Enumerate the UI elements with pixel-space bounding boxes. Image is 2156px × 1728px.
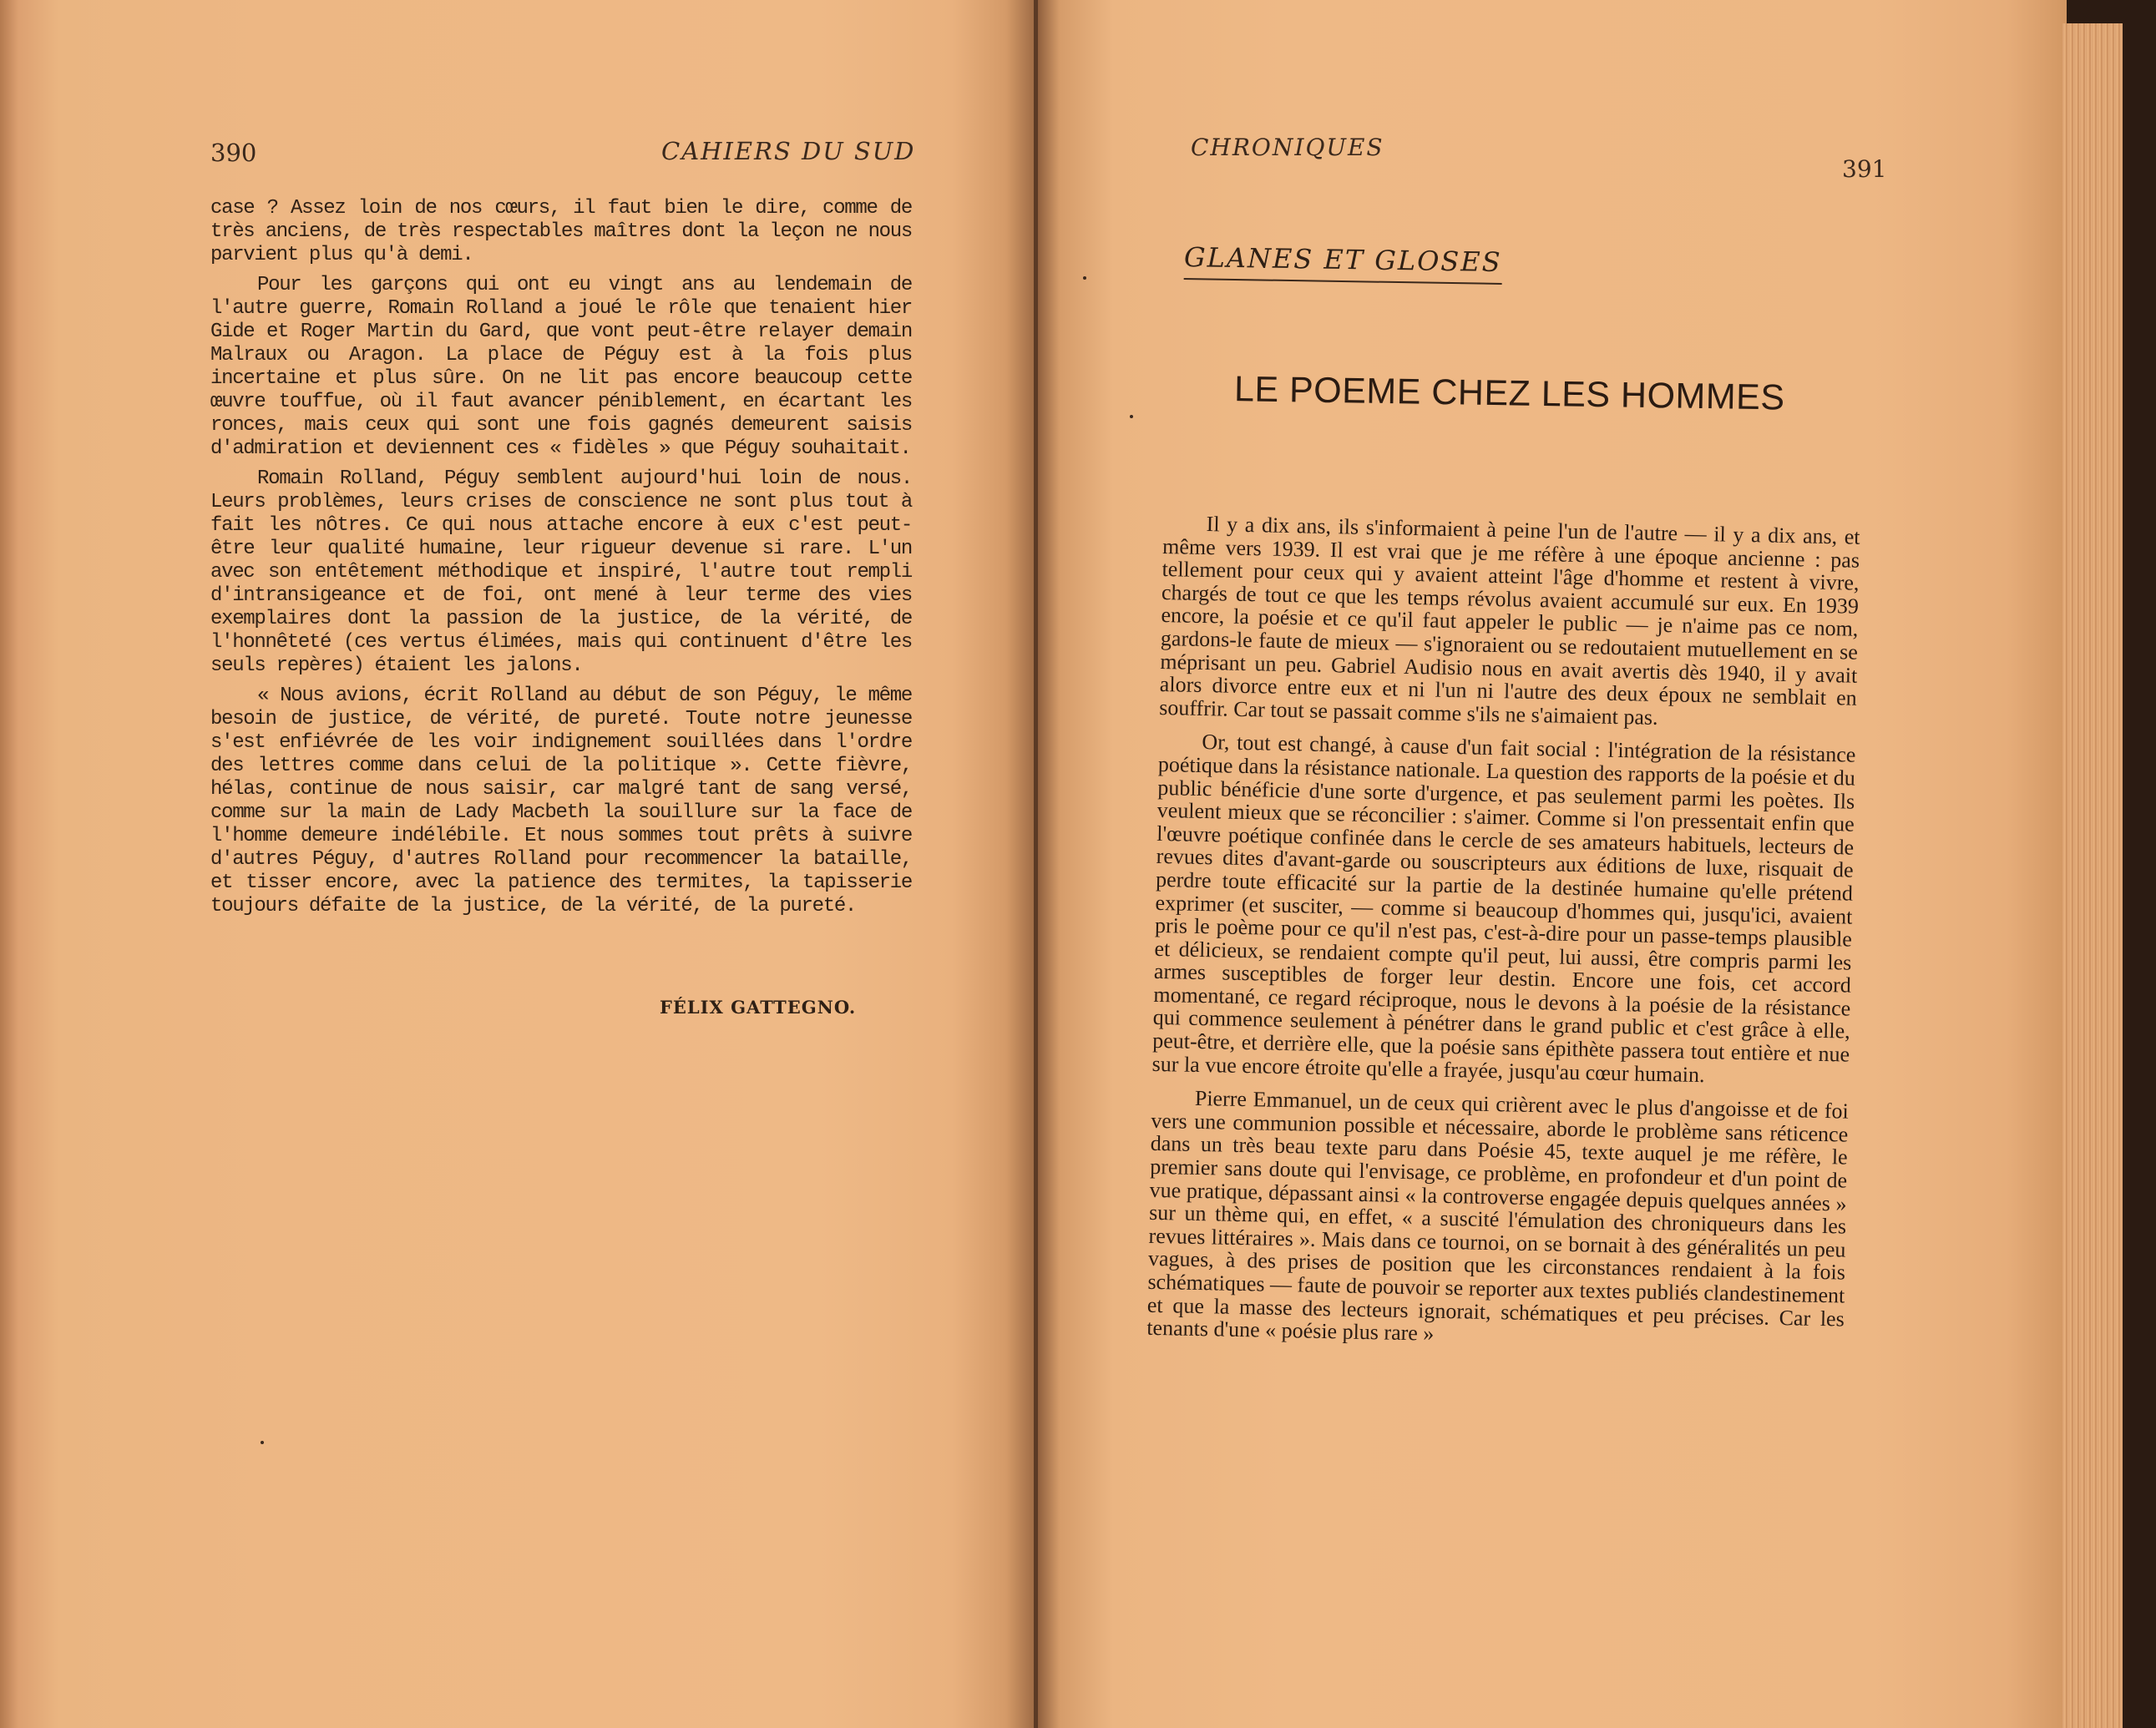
paragraph: Il y a dix ans, ils s'informaient à peine l'un de l'autre — il y a dix ans, et même vers 1939. Il est vrai que je me réfère à une époque ancienne : pas tellement pour ceux qui y avaient atteint l'âge d'homme et restent à vivre, chargés de tout ce que les temps révolus avaient accumulé sur eux. En 1939 encore, la poésie et ce qu'il faut appeler le public — je n'aime pas ce nom, gardons-le faute de mieux — s'ignoraient ou se redoutaient mutuellement en se méprisant un peu. Gabriel Audisio nous en avait avertis dès 1940, il y avait alors divorce entre eux et ni l'un ni l'autre des deux époux ne semblait en souffrir. Car tout se passait comme s'ils ne s'aimaient pas. [1159,512,1860,730]
paragraph: Pour les garçons qui ont eu vingt ans au lendemain de l'autre guerre, Romain Rolland a joué le rôle que tenaient hier Gide et Roger Martin du Gard, que vont peut-être relayer demain Malraux ou Aragon. La place de Péguy est à la fois plus incertaine et plus sûre. On ne lit pas encore beaucoup cette œuvre touffue, où il faut avancer péniblement, en écartant les ronces, mais ceux qui sont une fois gagnés demeurent saisis d'admiration et deviennent ces « fidèles » que Péguy souhaitait. [210,274,912,460]
running-head-right: CHRONIQUES [1191,134,1384,161]
page-number-left: 390 [210,139,257,167]
author-signature: FÉLIX GATTEGNO. [660,997,857,1018]
section-title: GLANES ET GLOSES [1184,241,1502,285]
paragraph: Pierre Emmanuel, un de ceux qui crièrent avec le plus d'angoisse et de foi vers une communion possible et nécessaire, aborde le problème sans réticence dans un très beau texte paru dans Poésie 45, texte auquel je me réfère, le premier sans doute qui l'envisage, ce problème, en profondeur et d'un point de vue pratique, dépassant ainsi « la controverse engagée depuis quelques années » sur un thème qui, en effet, « a suscité l'émulation des chroniqueurs dans les revues littéraires ». Mais dans ce tournoi, on se bornait à des généralités un peu vagues, à des prises de position que les circonstances rendaient à la fois schématiques — faute de pouvoir se reporter aux textes publiés clandestinement et que la masse des lecteurs ignorait, schématiques et peu précises. Car les tenants d'une « poésie plus rare » [1146,1086,1850,1346]
paragraph: Romain Rolland, Péguy semblent aujourd'hui loin de nous. Leurs problèmes, leurs crises de conscience ne sont plus tout à fait les nôtres. Ce qui nous attache encore à eux c'est peut-être leur qualité humaine, leur rigueur devenue si rare. L'un avec son entêtement méthodique et inspiré, l'autre tout rempli d'intransigeance et de foi, ont mené à leur terme des vies exemplaires dont la passion de la justice, de la vérité, de l'honnêteté (ces vertus élimées, mais qui continuent d'être les seuls repères) étaient les jalons. [210,467,912,677]
left-body-text [210,197,912,918]
paragraph: « Nous avions, écrit Rolland au début de son Péguy, le même besoin de justice, de vérité, de pureté. Toute notre jeunesse s'est enfiévrée de les voir indignement souillées dans l'ordre des lettres comme dans celui de la politique ». Cette fièvre, hélas, continue de nous saisir, car malgré tant de sang versé, comme sur la main de Lady Macbeth la souillure sur la face de l'homme demeure indélébile. Et nous sommes tout prêts à suivre d'autres Péguy, d'autres Rolland pour recommencer la bataille, et tisser encore, avec la patience des termites, la tapisserie toujours défaite de la justice, de la vérité, de la pureté. [210,685,912,917]
article-title: LE POEME CHEZ LES HOMMES [1233,369,1785,418]
right-body-text [1146,512,1860,1353]
paper-speck [1083,276,1086,280]
running-head-left: CAHIERS DU SUD [661,137,916,165]
right-page [1038,0,2067,1728]
paragraph: case ? Assez loin de nos cœurs, il faut bien le dire, comme de très anciens, de très respectables maîtres dont la leçon ne nous parvient plus qu'à demi. [210,197,912,266]
page-edges [2062,23,2123,1728]
paragraph: Or, tout est changé, à cause d'un fait social : l'intégration de la résistance poétique dans la résistance nationale. La question des rapports de la poésie et du public bénéficie d'une sorte d'urgence, et pas seulement parmi les poètes. Ils veulent mieux que se réconcilier : s'aimer. Comme si l'on pressentait enfin que l'œuvre poétique confinée dans le cercle de ses amateurs habituels, lecteurs de revues dites d'avant-garde ou souscripteurs aux éditions de luxe, risquait de perdre toute efficacité sur la partie de la destinée humaine qu'elle prétend exprimer (et susciter, — comme si beaucoup d'hommes qui, jusqu'ici, avaient pris le poème pour ce qu'il n'est pas, c'est-à-dire pour un passe-temps plausible et délicieux, se rendaient compte qu'il peut, lui aussi, être compris parmi les armes susceptibles de forger leur destin. Encore une fois, cet accord momentané, ce regard réciproque, nous le devons à la poésie de la résistance qui commence seulement à pénétrer dans le grand public et c'est grâce à elle, peut-être, et derrière elle, que la poésie sans épithète passera tout entière et nue sur la vue encore étroite qu'elle a frayée, jusqu'au cœur humain. [1151,730,1856,1087]
paper-speck [1130,415,1133,418]
page-number-right: 391 [1842,155,1887,183]
paper-speck [261,1441,264,1444]
left-page [0,0,1035,1728]
